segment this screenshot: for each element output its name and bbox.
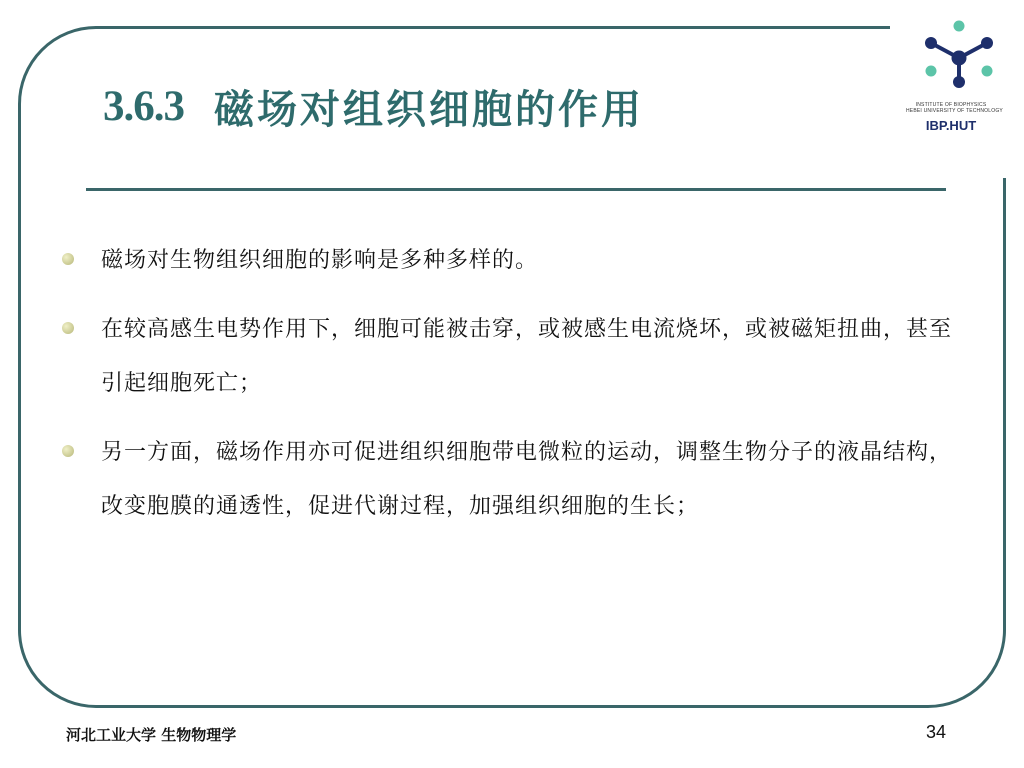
bullet-text: 在较高感生电势作用下，细胞可能被击穿，或被感生电流烧坏，或被磁矩扭曲，甚至引起细胞死亡； (101, 317, 953, 396)
page-number: 34 (925, 722, 946, 742)
bullet-text: 另一方面，磁场作用亦可促进组织细胞带电微粒的运动，调整生物分子的液晶结构，改变胞膜的通透性，促进代谢过程，加强组织细胞的生长； (101, 440, 953, 519)
bullet-item (62, 426, 972, 534)
bullet-text: 磁场对生物组织细胞的影响是多种多样的。 (101, 248, 539, 273)
slide-title (103, 76, 644, 136)
bullet-item (62, 303, 972, 411)
molecule-icon (920, 20, 998, 92)
logo-brand: IBP.HUT (925, 118, 977, 133)
footer-course-name: 河北工业大学 生物物理学 (66, 726, 237, 744)
title-text: 磁场对组织细胞的作用 (214, 85, 644, 133)
logo-line-2: HEBEI UNIVERSITY OF TECHNOLOGY (906, 108, 1003, 114)
bullet-list (62, 234, 972, 549)
bullet-dot-icon (62, 253, 74, 265)
section-number: 3.6.3 (103, 82, 184, 130)
bullet-dot-icon (62, 322, 74, 334)
bullet-item (62, 234, 972, 288)
title-divider (86, 188, 946, 191)
bullet-dot-icon (62, 445, 74, 457)
institute-logo (906, 20, 1016, 138)
logo-line-1: INSTITUTE OF BIOPHYSICS (915, 102, 987, 108)
